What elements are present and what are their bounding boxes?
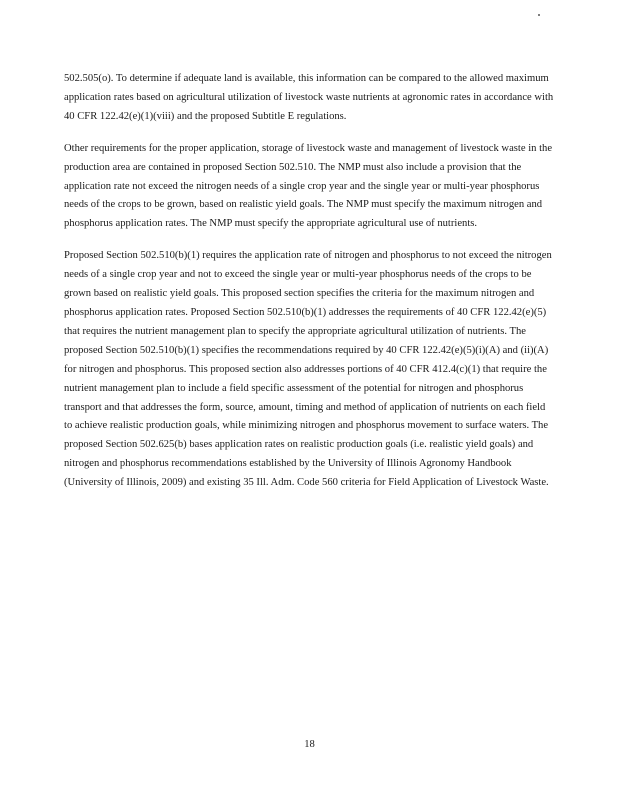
paragraph-section-502-510: Proposed Section 502.510(b)(1) requires the application rate of nitrogen and phosphorus to not exceed the nitrogen needs of a single crop year and not to exceed the single year or multi-year phosphorus needs of the crops to be grown based on realistic yield goals. This proposed section specifies the criteria for the maximum nitrogen and phosphorus application rates. Proposed Section 502.510(b)(1) addresses the requirements of 40 CFR 122.42(e)(5) that requires the nutrient management plan to specify the appropriate agricultural utilization of nutrients. The proposed Section 502.510(b)(1) specifies the recommendations required by 40 CFR 122.42(e)(5)(i)(A) and (ii)(A) for nitrogen and phosphorus. This proposed section also addresses portions of 40 CFR 412.4(c)(1) that require the nutrient management plan to include a field specific assessment of the potential for nitrogen and phosphorus transport and that addresses the form, source, amount, timing and method of application of nutrients on each field to achieve realistic production goals, while minimizing nitrogen and phosphorus movement to surface waters. The proposed Section 502.625(b) bases application rates on realistic production goals (i.e. realistic yield goals) and nitrogen and phosphorus recommendations established by the University of Illinois Agronomy Handbook (University of Illinois, 2009) and existing 35 Ill. Adm. Code 560 criteria for Field Application of Livestock Waste.	[64, 250, 552, 489]
scan-speck	[538, 14, 540, 16]
page-number: 18	[304, 739, 315, 750]
paragraph-other-requirements: Other requirements for the proper application, storage of livestock waste and management of livestock waste in the production area are contained in proposed Section 502.510. The NMP must also include a provision that the application rate not exceed the nitrogen needs of a single crop year and the single year or multi-year phosphorus needs of the crops to be grown, based on realistic yield goals. The NMP must specify the maximum nitrogen and phosphorus application rates. The NMP must specify the appropriate agricultural use of nutrients.	[64, 142, 553, 230]
paragraph-land-availability: 502.505(o). To determine if adequate land is available, this information can be compared to the allowed maximum application rates based on agricultural utilization of livestock waste nutrients at agronomic rates in accordance with 40 CFR 122.42(e)(1)(viii) and the proposed Subtitle E regulations.	[64, 73, 554, 122]
document-body	[64, 70, 556, 506]
